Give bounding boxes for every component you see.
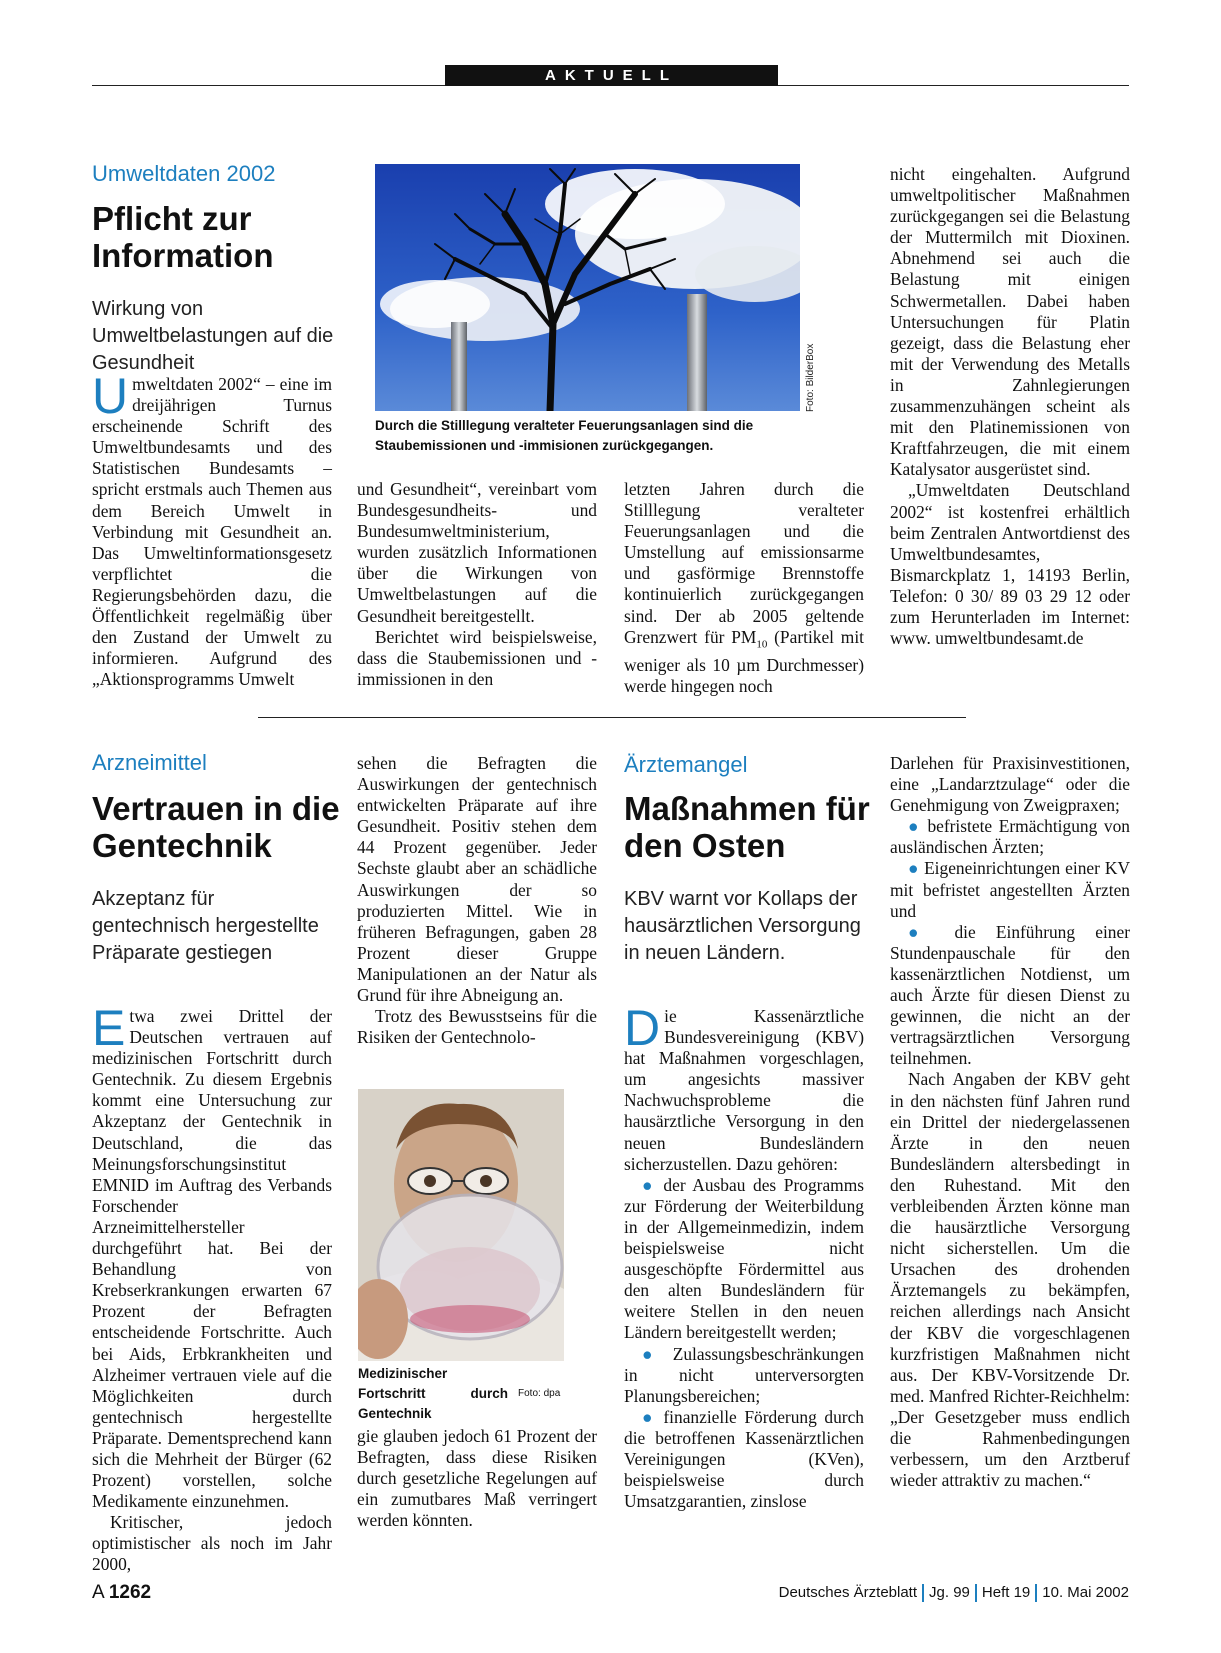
article3-headline-line1: Maßnahmen für <box>624 790 870 827</box>
smokestack-tree-image <box>375 164 800 411</box>
article2-caption: Medizinischer Fortschritt durch Gentechnik <box>358 1366 508 1421</box>
article2-photo <box>358 1089 564 1361</box>
article3-bullet1: der Ausbau des Programms zur Förderung der Weiterbildung in der Allgemeinmedizin, indem beispielsweise nicht ausgeschöpfte Fördermittel aus den alten Bundesländern für weitere Stellen in den neuen Ländern bereitgestellt werden; <box>624 1174 864 1343</box>
article2-col1-p1: twa zwei Drittel der Deutschen vertrauen auf medizinischen Fortschritt durch Gentechnik. Zu diesem Ergebnis kommt eine Untersuchung zur Akzeptanz der Gentechnik in Deutschland, die das Meinungsforschungsinstitut EMNID im Auftrag des Verbands Forschender Arzneimittelhersteller durchgeführt hat. Bei der Behandlung von Krebserkrankungen erwarten 67 Prozent der Befragten entscheidende Fortschritte. Auch bei Aids, Erbkrankheiten und Alzheimer vertrauen viele auf die Möglichkeiten durch gentechnisch hergestellte Präparate. Dementsprechend kann sich die Mehrheit der Bürger (62 Prozent) vorstellen, solche Medikamente einzunehmen. <box>92 1006 332 1512</box>
article3-col2-p1: Darlehen für Praxisinvestitionen, eine „Landarztzulage“ oder die Genehmigung von Zweigpraxen; <box>890 753 1130 816</box>
section-label: AKTUELL <box>445 65 778 86</box>
article3-col2 <box>890 753 1130 1491</box>
page-number-value: 1262 <box>108 1582 152 1603</box>
article1-col4-p1: nicht eingehalten. Aufgrund umweltpolitischer Maßnahmen zurückgegangen sei die Belastung der Muttermilch mit Dioxinen. Abnehmend sei auch die Belastung mit einigen Schwermetallen. Dabei haben Untersuchungen für Platin gezeigt, dass die Belastung eher mit der Verwendung des Metalls in Zahnlegierungen zusammenzuhängen scheint als mit den Platinemissionen von Kraftfahrzeugen, die mit einem Katalysator ausgerüstet sind. <box>890 164 1130 480</box>
article3-col2-p2: Nach Angaben der KBV geht in den nächsten fünf Jahren rund ein Drittel der niedergelassenen Ärzte in den neuen Bundesländern altersbedingt in den Ruhestand. Mit den verbleibenden Ärzten könne man die hausärztliche Versorgung nicht sicherstellen. Um die Ursachen des drohenden Ärztemangels zu bekämpfen, reichen allerdings nach Ansicht der KBV die vorgeschlagenen kurzfristigen Maßnahmen nicht aus. Der KBV-Vorsitzende Dr. med. Manfred Richter-Reichhelm: „Der Gesetzgeber muss endlich die Rahmenbedingungen verbessern, um den Arztberuf wieder attraktiv zu machen.“ <box>890 1069 1130 1491</box>
article2-col2-p1: sehen die Befragten die Auswirkungen der gentechnisch entwickelten Präparate auf ihre Gesundheit. Positiv stehen dem 44 Prozent gegenüber. Jeder Sechste glaubt aber an schädliche Auswirkungen der so produzierten Mittel. Wie in früheren Befragungen, gaben 28 Prozent dieser Gruppe Manipulationen an der Natur als Grund für ihre Abneigung an. <box>357 753 597 1006</box>
article1-dropcap: U <box>92 368 129 424</box>
separator-bar <box>975 1584 977 1602</box>
article2-dropcap: E <box>92 1000 126 1056</box>
journal-name: Deutsches Ärzteblatt <box>778 1584 918 1601</box>
journal-volume: Jg. 99 <box>929 1584 970 1601</box>
bullet-icon: ● <box>908 816 921 837</box>
article1-photo <box>375 164 800 411</box>
article1-col4-p2: „Umweltdaten Deutschland 2002“ ist kostenfrei erhältlich beim Zentralen Antwortdienst des Umweltbundesamtes, Bismarckplatz 1, 14193 Berlin, Telefon: 0 30/ 89 03 29 12 oder zum Herunterladen im Internet: www. umweltbundesamt.de <box>890 480 1130 649</box>
article1-col2-p2: Berichtet wird beispielsweise, dass die Staubemissionen und -immissionen in den <box>357 626 597 689</box>
article1-col4 <box>890 164 1130 649</box>
article3-bullet4: befristete Ermächtigung von ausländischen Ärzten; <box>890 816 1130 858</box>
article2-photo-credit: Foto: dpa <box>518 1388 561 1399</box>
journal-date: 10. Mai 2002 <box>1042 1584 1129 1601</box>
article1-teaser: Wirkung von Umweltbelastungen auf die Gesundheit <box>92 298 334 374</box>
article3-bullet3: finanzielle Förderung durch die betroffenen Kassenärztlichen Vereinigungen (KVen), beispielsweise durch Umsatzgarantien, zinslose <box>624 1406 864 1512</box>
article2-col2-top <box>357 753 597 1048</box>
article1-headline-line2: Information <box>92 237 274 274</box>
article1-caption: Durch die Stilllegung veralteter Feuerungsanlagen sind die Staubemissionen und -immisionen zurückgegangen. <box>375 418 754 453</box>
article1-col2-p1: und Gesundheit“, vereinbart vom Bundesgesundheits- und Bundesumweltministerium, wurden zusätzlich Informationen über die Wirkungen von Umweltbelastungen auf die Gesundheit bereitgestellt. <box>357 479 597 626</box>
bullet-icon: ● <box>642 1406 656 1427</box>
article2-col2-p2: Trotz des Bewusstseins für die Risiken der Gentechnolo- <box>357 1006 597 1048</box>
article1-kicker: Umweltdaten 2002 <box>92 161 276 186</box>
article2-headline-line2: Gentechnik <box>92 827 272 864</box>
page-prefix: A <box>92 1582 105 1603</box>
article1-col3-text-a: letzten Jahren durch die Stilllegung veralteter Feuerungsanlagen und die Umstellung auf emissionsarme und gasförmige Brennstoffe kontinuierlich zurückgegangen sind. Der ab 2005 geltende Grenzwert für PM <box>624 479 864 647</box>
separator-bar <box>1035 1584 1037 1602</box>
article2-col2-bottom <box>357 1426 597 1531</box>
article3-headline <box>624 790 874 864</box>
article3-kicker: Ärztemangel <box>624 752 748 777</box>
article2-col1 <box>92 1000 332 1576</box>
article3-col1 <box>624 1000 864 1512</box>
article3-headline-line2: den Osten <box>624 827 786 864</box>
bullet-icon: ● <box>642 1174 656 1195</box>
article1-col3-text-b: (Partikel mit weniger als 10 µm Durchmesser) werde hingegen noch <box>624 626 864 697</box>
article1-col2 <box>357 479 597 690</box>
article1-headline <box>92 200 342 274</box>
article1-photo-credit: Foto: BilderBox <box>805 343 816 412</box>
bullet-icon: ● <box>908 858 920 879</box>
article1-col1-text: mweltdaten 2002“ – eine im dreijährigen Turnus erscheinende Schrift des Umweltbundesamts und des Statistischen Bundesamts – spricht erstmals auch Themen aus dem Bereich Umwelt in Verbindung mit Gesundheit an. Das Umweltinformationsgesetz verpflichtet die Regierungsbehörden dazu, die Öffentlichkeit regelmäßig über den Zustand der Umwelt zu informieren. Aufgrund des „Aktionsprogramms Umwelt <box>92 374 332 690</box>
article2-col1-p2: Kritischer, jedoch optimistischer als noch im Jahr 2000, <box>92 1512 332 1575</box>
journal-issue: Heft 19 <box>981 1584 1031 1601</box>
article3-teaser: KBV warnt vor Kollaps der hausärztlichen Versorgung in neuen Ländern. <box>624 888 861 964</box>
journal-info <box>779 1584 1129 1602</box>
bullet-icon: ● <box>642 1343 661 1364</box>
article3-col1-p1: ie Kassenärztliche Bundesvereinigung (KBV) hat Maßnahmen vorgeschlagen, um angesichts massiver Nachwuchsprobleme die hausärztliche Versorgung in den neuen Bundesländern sicherzustellen. Dazu gehören: <box>624 1006 864 1174</box>
man-with-glass-image <box>358 1089 564 1361</box>
article1-col3 <box>624 479 864 697</box>
article3-dropcap: D <box>624 1000 661 1056</box>
article2-kicker: Arzneimittel <box>92 750 207 775</box>
article3-bullet2: Zulassungsbeschränkungen in nicht unterversorgten Planungsbereichen; <box>624 1343 864 1406</box>
article1-col3-sub: 10 <box>756 638 768 651</box>
article3-bullet5: Eigeneinrichtungen einer KV mit befristet angestellten Ärzten und <box>890 858 1130 921</box>
bullet-icon: ● <box>908 921 935 942</box>
article2-headline-line1: Vertrauen in die <box>92 790 340 827</box>
article2-col2-p3: gie glauben jedoch 61 Prozent der Befragten, dass diese Risiken durch gesetzliche Regelungen auf ein zumutbares Maß verringert werden könnten. <box>357 1426 597 1531</box>
article2-teaser: Akzeptanz für gentechnisch hergestellte Präparate gestiegen <box>92 888 319 964</box>
article-divider <box>258 717 966 718</box>
page-number <box>92 1582 151 1604</box>
article1-col1 <box>92 368 332 690</box>
separator-bar <box>922 1584 924 1602</box>
article3-bullet6: die Einführung einer Stundenpauschale für den kassenärztlichen Notdienst, um auch Ärzte für diesen Dienst zu gewinnen, die nicht an der vertragsärztlichen Versorgung teilnehmen. <box>890 921 1130 1069</box>
article2-headline <box>92 790 342 864</box>
article1-headline-line1: Pflicht zur <box>92 200 252 237</box>
